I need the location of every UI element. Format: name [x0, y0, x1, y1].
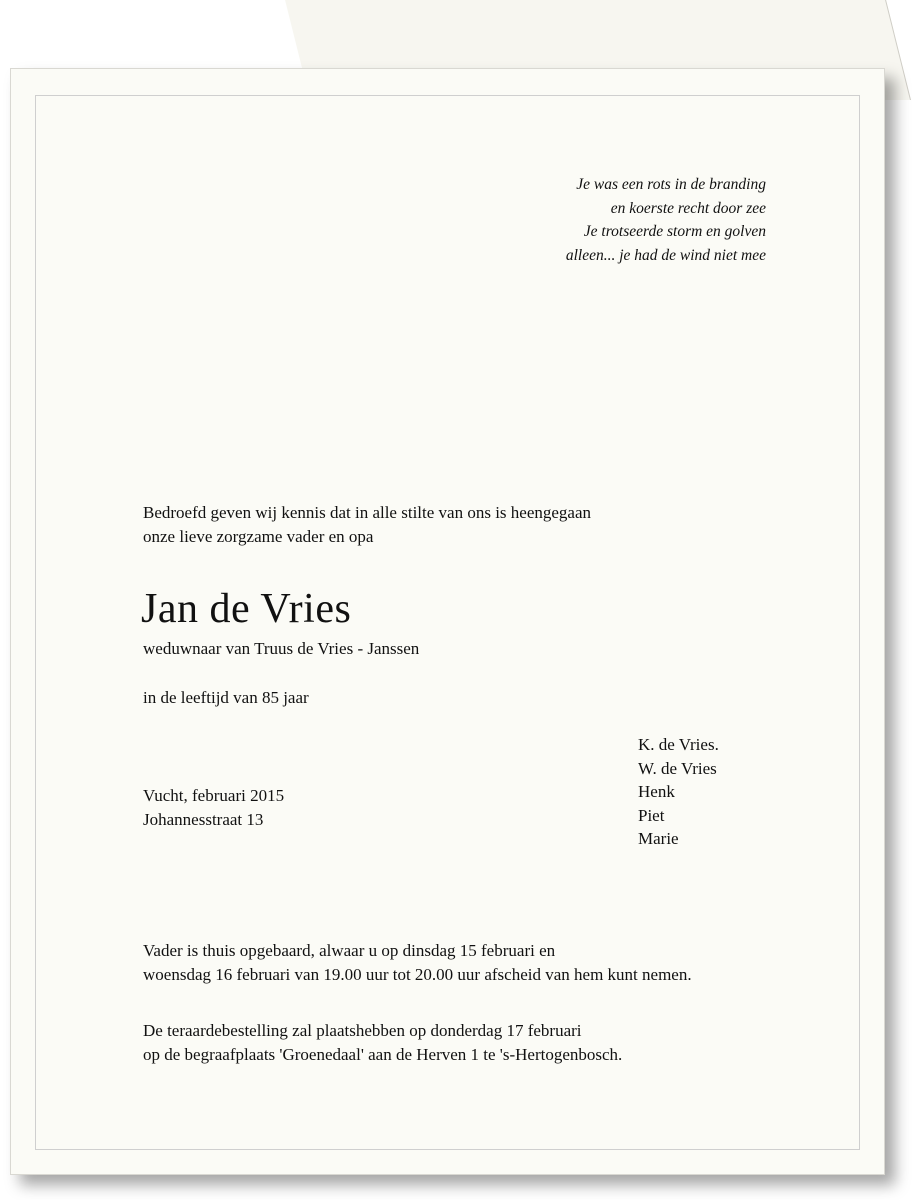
funeral-line-2: op de begraafplaats 'Groenedaal' aan de Herven 1 te 's-Hertogenbosch.	[143, 1045, 623, 1064]
poem-line: en koerste recht door zee	[610, 199, 766, 217]
mourning-card	[10, 68, 885, 1175]
announcement-line-1: Bedroefd geven wij kennis dat in alle stilte van ons is heengegaan	[143, 503, 592, 522]
family-member: K. de Vries.	[638, 735, 719, 754]
poem-line: alleen... je had de wind niet mee	[565, 246, 766, 264]
deceased-relation: weduwnaar van Truus de Vries - Janssen	[143, 639, 420, 658]
poem-line: Je trotseerde storm en golven	[583, 223, 766, 240]
visitation-line-2: woensdag 16 februari van 19.00 uur tot 20.00 uur afscheid van hem kunt nemen.	[143, 965, 692, 984]
family-member: Piet	[638, 805, 665, 825]
place-date: Vucht, februari 2015	[143, 786, 285, 805]
family-member: W. de Vries	[638, 758, 717, 778]
deceased-age: in de leeftijd van 85 jaar	[143, 688, 309, 707]
family-list	[638, 733, 719, 851]
visitation-line-1: Vader is thuis opgebaard, alwaar u op dinsdag 15 februari en	[143, 941, 556, 960]
announcement-line-2: onze lieve zorgzame vader en opa	[143, 527, 374, 546]
poem-line: Je was een rots in de branding	[576, 176, 766, 193]
family-member: Marie	[638, 829, 679, 848]
street-address: Johannesstraat 13	[143, 810, 264, 829]
family-member: Henk	[638, 782, 675, 801]
funeral-line-1: De teraardebestelling zal plaatshebben op donderdag 17 februari	[143, 1021, 582, 1040]
poem	[566, 173, 766, 267]
deceased-name: Jan de Vries	[141, 586, 352, 632]
